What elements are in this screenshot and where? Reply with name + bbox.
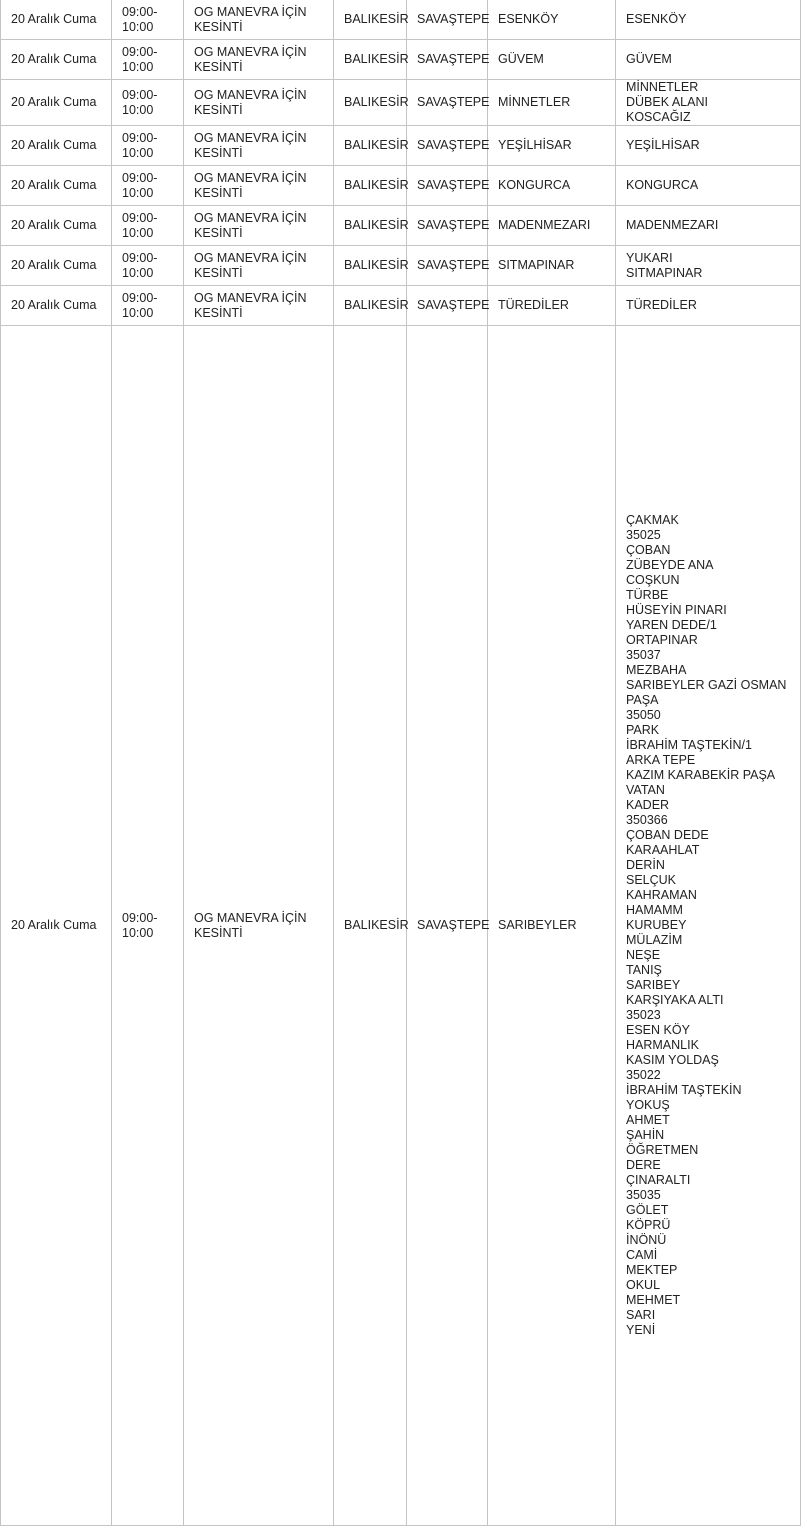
reason-cell-line: KESİNTİ bbox=[194, 102, 243, 117]
street-list-cell-line: KASIM YOLDAŞ bbox=[626, 1053, 719, 1067]
street-list-cell-line: SARI bbox=[626, 1308, 656, 1322]
street-list-cell-line: İBRAHİM TAŞTEKİN bbox=[626, 1083, 742, 1097]
street-list-cell-line: VATAN bbox=[626, 783, 665, 797]
time-cell-line: 09:00- bbox=[122, 130, 158, 145]
district-cell: SAVAŞTEPE bbox=[407, 126, 488, 166]
table-row bbox=[1, 126, 801, 166]
time-cell-line: 10:00 bbox=[122, 925, 154, 940]
province-cell: BALIKESİR bbox=[334, 126, 407, 166]
date-cell: 20 Aralık Cuma bbox=[1, 166, 112, 206]
reason-cell bbox=[184, 206, 334, 246]
street-list-cell-line: YUKARI bbox=[626, 250, 673, 265]
street-list-cell-line: MÜLAZİM bbox=[626, 933, 683, 947]
time-cell bbox=[112, 286, 184, 326]
street-list-cell-line: YAREN DEDE/1 bbox=[626, 618, 717, 632]
street-list-cell-line: YEŞİLHİSAR bbox=[626, 138, 700, 152]
reason-cell-line: OG MANEVRA İÇİN bbox=[194, 4, 307, 19]
province-cell: BALIKESİR bbox=[334, 286, 407, 326]
street-list-cell-line: CAMİ bbox=[626, 1248, 658, 1262]
time-cell-line: 10:00 bbox=[122, 185, 154, 200]
street-list-cell-line: KARAAHLAT bbox=[626, 843, 700, 857]
street-list-cell-line: MİNNETLER bbox=[626, 80, 699, 94]
reason-cell bbox=[184, 0, 334, 40]
reason-cell-line: OG MANEVRA İÇİN bbox=[194, 290, 307, 305]
table-row bbox=[1, 0, 801, 40]
date-cell: 20 Aralık Cuma bbox=[1, 126, 112, 166]
street-list-cell-line: 350366 bbox=[626, 813, 668, 827]
street-list-cell-line: KURUBEY bbox=[626, 918, 687, 932]
street-list-cell-line: 35050 bbox=[626, 708, 661, 722]
street-list-cell bbox=[616, 0, 801, 40]
time-cell bbox=[112, 166, 184, 206]
table-row bbox=[1, 326, 801, 1526]
street-list-cell-line: HARMANLIK bbox=[626, 1038, 699, 1052]
street-list-cell-line: HÜSEYİN PINARI bbox=[626, 603, 727, 617]
street-list-cell-line: ÇINARALTI bbox=[626, 1173, 691, 1187]
table-row bbox=[1, 80, 801, 126]
reason-cell-line: KESİNTİ bbox=[194, 19, 243, 34]
table-row bbox=[1, 40, 801, 80]
street-list-cell-line: TÜREDİLER bbox=[626, 298, 697, 312]
reason-cell-line: OG MANEVRA İÇİN bbox=[194, 910, 307, 925]
reason-cell bbox=[184, 286, 334, 326]
street-list-cell-line: KONGURCA bbox=[626, 178, 699, 192]
time-cell-line: 09:00- bbox=[122, 910, 158, 925]
street-list-cell-line: KARŞIYAKA ALTI bbox=[626, 993, 724, 1007]
province-cell: BALIKESİR bbox=[334, 206, 407, 246]
street-list-cell-line: AHMET bbox=[626, 1113, 670, 1127]
street-list-cell bbox=[616, 40, 801, 80]
street-list-cell-line: TANIŞ bbox=[626, 963, 662, 977]
street-list-cell-line: ESENKÖY bbox=[626, 12, 687, 26]
neighborhood-cell: ESENKÖY bbox=[488, 0, 616, 40]
district-cell: SAVAŞTEPE bbox=[407, 246, 488, 286]
street-list-cell-line: GÖLET bbox=[626, 1203, 669, 1217]
time-cell bbox=[112, 126, 184, 166]
reason-cell-line: OG MANEVRA İÇİN bbox=[194, 130, 307, 145]
date-cell: 20 Aralık Cuma bbox=[1, 80, 112, 126]
street-list-cell-line: ÖĞRETMEN bbox=[626, 1143, 699, 1157]
date-cell: 20 Aralık Cuma bbox=[1, 326, 112, 1526]
time-cell-line: 09:00- bbox=[122, 87, 158, 102]
province-cell: BALIKESİR bbox=[334, 0, 407, 40]
reason-cell bbox=[184, 126, 334, 166]
time-cell bbox=[112, 40, 184, 80]
table-row bbox=[1, 286, 801, 326]
time-cell-line: 10:00 bbox=[122, 59, 154, 74]
street-list-cell bbox=[616, 166, 801, 206]
neighborhood-cell: MADENMEZARI bbox=[488, 206, 616, 246]
time-cell bbox=[112, 0, 184, 40]
time-cell bbox=[112, 80, 184, 126]
reason-cell-line: KESİNTİ bbox=[194, 59, 243, 74]
street-list-cell bbox=[616, 286, 801, 326]
street-list-cell-line: ARKA TEPE bbox=[626, 753, 696, 767]
reason-cell-line: KESİNTİ bbox=[194, 925, 243, 940]
street-list-cell-line: MEKTEP bbox=[626, 1263, 678, 1277]
table-row bbox=[1, 246, 801, 286]
street-list-cell-line: YOKUŞ bbox=[626, 1098, 670, 1112]
time-cell-line: 09:00- bbox=[122, 44, 158, 59]
table-row bbox=[1, 206, 801, 246]
street-list-cell-line: KADER bbox=[626, 798, 670, 812]
street-list-cell-line: İNÖNÜ bbox=[626, 1233, 667, 1247]
reason-cell bbox=[184, 40, 334, 80]
date-cell: 20 Aralık Cuma bbox=[1, 206, 112, 246]
time-cell-line: 10:00 bbox=[122, 145, 154, 160]
time-cell bbox=[112, 206, 184, 246]
street-list-cell-line: SARIBEY bbox=[626, 978, 681, 992]
reason-cell-line: OG MANEVRA İÇİN bbox=[194, 87, 307, 102]
reason-cell-line: KESİNTİ bbox=[194, 225, 243, 240]
street-list-cell-line: HAMAMM bbox=[626, 903, 683, 917]
date-cell: 20 Aralık Cuma bbox=[1, 40, 112, 80]
street-list-cell-line: KAHRAMAN bbox=[626, 888, 697, 902]
reason-cell bbox=[184, 166, 334, 206]
time-cell-line: 09:00- bbox=[122, 210, 158, 225]
street-list-cell bbox=[616, 126, 801, 166]
time-cell-line: 09:00- bbox=[122, 290, 158, 305]
street-list-cell-line: DERİN bbox=[626, 858, 665, 872]
neighborhood-cell: KONGURCA bbox=[488, 166, 616, 206]
street-list-cell-line: ÇOBAN bbox=[626, 543, 671, 557]
time-cell-line: 10:00 bbox=[122, 19, 154, 34]
street-list-cell-line: ORTAPINAR bbox=[626, 633, 698, 647]
province-cell: BALIKESİR bbox=[334, 40, 407, 80]
neighborhood-cell: GÜVEM bbox=[488, 40, 616, 80]
time-cell-line: 09:00- bbox=[122, 250, 158, 265]
street-list-cell-line: KÖPRÜ bbox=[626, 1218, 671, 1232]
neighborhood-cell: YEŞİLHİSAR bbox=[488, 126, 616, 166]
province-cell: BALIKESİR bbox=[334, 166, 407, 206]
reason-cell-line: KESİNTİ bbox=[194, 185, 243, 200]
neighborhood-cell: SITMAPINAR bbox=[488, 246, 616, 286]
street-list-cell-line: 35023 bbox=[626, 1008, 661, 1022]
street-list-cell-line: ÇAKMAK bbox=[626, 513, 679, 527]
street-list-cell-line: ESEN KÖY bbox=[626, 1023, 690, 1037]
outage-table-body bbox=[1, 0, 801, 1526]
neighborhood-cell: TÜREDİLER bbox=[488, 286, 616, 326]
street-list-cell-line: GÜVEM bbox=[626, 52, 672, 66]
street-list-cell-line: DÜBEK ALANI bbox=[626, 95, 708, 109]
district-cell: SAVAŞTEPE bbox=[407, 326, 488, 1526]
street-list-cell-line: 35035 bbox=[626, 1188, 661, 1202]
street-list-cell-line: 35022 bbox=[626, 1068, 661, 1082]
province-cell: BALIKESİR bbox=[334, 326, 407, 1526]
reason-cell bbox=[184, 246, 334, 286]
district-cell: SAVAŞTEPE bbox=[407, 286, 488, 326]
district-cell: SAVAŞTEPE bbox=[407, 80, 488, 126]
time-cell-line: 10:00 bbox=[122, 102, 154, 117]
street-list-cell-line: OKUL bbox=[626, 1278, 661, 1292]
time-cell-line: 10:00 bbox=[122, 265, 154, 280]
time-cell-line: 09:00- bbox=[122, 170, 158, 185]
street-list-cell bbox=[616, 246, 801, 286]
reason-cell-line: OG MANEVRA İÇİN bbox=[194, 44, 307, 59]
street-list-cell bbox=[616, 326, 801, 1526]
street-list-cell-line: 35025 bbox=[626, 528, 661, 542]
district-cell: SAVAŞTEPE bbox=[407, 206, 488, 246]
street-list-cell-line: NEŞE bbox=[626, 948, 661, 962]
street-list-cell-line: KAZIM KARABEKİR PAŞA bbox=[626, 768, 776, 782]
street-list-cell-line: TÜRBE bbox=[626, 588, 669, 602]
reason-cell-line: OG MANEVRA İÇİN bbox=[194, 170, 307, 185]
time-cell bbox=[112, 326, 184, 1526]
street-list-cell-line: MEHMET bbox=[626, 1293, 681, 1307]
time-cell-line: 10:00 bbox=[122, 225, 154, 240]
neighborhood-cell: SARIBEYLER bbox=[488, 326, 616, 1526]
street-list-cell bbox=[616, 206, 801, 246]
street-list-cell-line: ZÜBEYDE ANA bbox=[626, 558, 714, 572]
date-cell: 20 Aralık Cuma bbox=[1, 0, 112, 40]
street-list-cell-line: DERE bbox=[626, 1158, 661, 1172]
street-list-cell-line: KOSCAĞIZ bbox=[626, 110, 691, 124]
time-cell bbox=[112, 246, 184, 286]
reason-cell-line: KESİNTİ bbox=[194, 305, 243, 320]
street-list-cell-line: SITMAPINAR bbox=[626, 265, 703, 280]
street-list-cell-line: ÇOBAN DEDE bbox=[626, 828, 709, 842]
street-list-cell-line: MEZBAHA bbox=[626, 663, 687, 677]
district-cell: SAVAŞTEPE bbox=[407, 0, 488, 40]
street-list-cell-line: PAŞA bbox=[626, 693, 659, 707]
street-list-cell-line: PARK bbox=[626, 723, 660, 737]
street-list-cell-line: İBRAHİM TAŞTEKİN/1 bbox=[626, 738, 752, 752]
reason-cell-line: OG MANEVRA İÇİN bbox=[194, 210, 307, 225]
reason-cell-line: OG MANEVRA İÇİN bbox=[194, 250, 307, 265]
district-cell: SAVAŞTEPE bbox=[407, 40, 488, 80]
street-list-cell bbox=[616, 80, 801, 126]
street-list-cell-line: ŞAHİN bbox=[626, 1128, 665, 1142]
date-cell: 20 Aralık Cuma bbox=[1, 246, 112, 286]
time-cell-line: 10:00 bbox=[122, 305, 154, 320]
reason-cell bbox=[184, 80, 334, 126]
time-cell-line: 09:00- bbox=[122, 4, 158, 19]
table-row bbox=[1, 166, 801, 206]
street-list-cell-line: SELÇUK bbox=[626, 873, 677, 887]
reason-cell-line: KESİNTİ bbox=[194, 145, 243, 160]
reason-cell bbox=[184, 326, 334, 1526]
street-list-cell-line: COŞKUN bbox=[626, 573, 680, 587]
street-list-cell-line: YENİ bbox=[626, 1323, 656, 1337]
province-cell: BALIKESİR bbox=[334, 80, 407, 126]
street-list-cell-line: 35037 bbox=[626, 648, 661, 662]
district-cell: SAVAŞTEPE bbox=[407, 166, 488, 206]
reason-cell-line: KESİNTİ bbox=[194, 265, 243, 280]
street-list-cell-line: MADENMEZARI bbox=[626, 218, 719, 232]
province-cell: BALIKESİR bbox=[334, 246, 407, 286]
neighborhood-cell: MİNNETLER bbox=[488, 80, 616, 126]
date-cell: 20 Aralık Cuma bbox=[1, 286, 112, 326]
street-list-cell-line: SARIBEYLER GAZİ OSMAN bbox=[626, 678, 787, 692]
